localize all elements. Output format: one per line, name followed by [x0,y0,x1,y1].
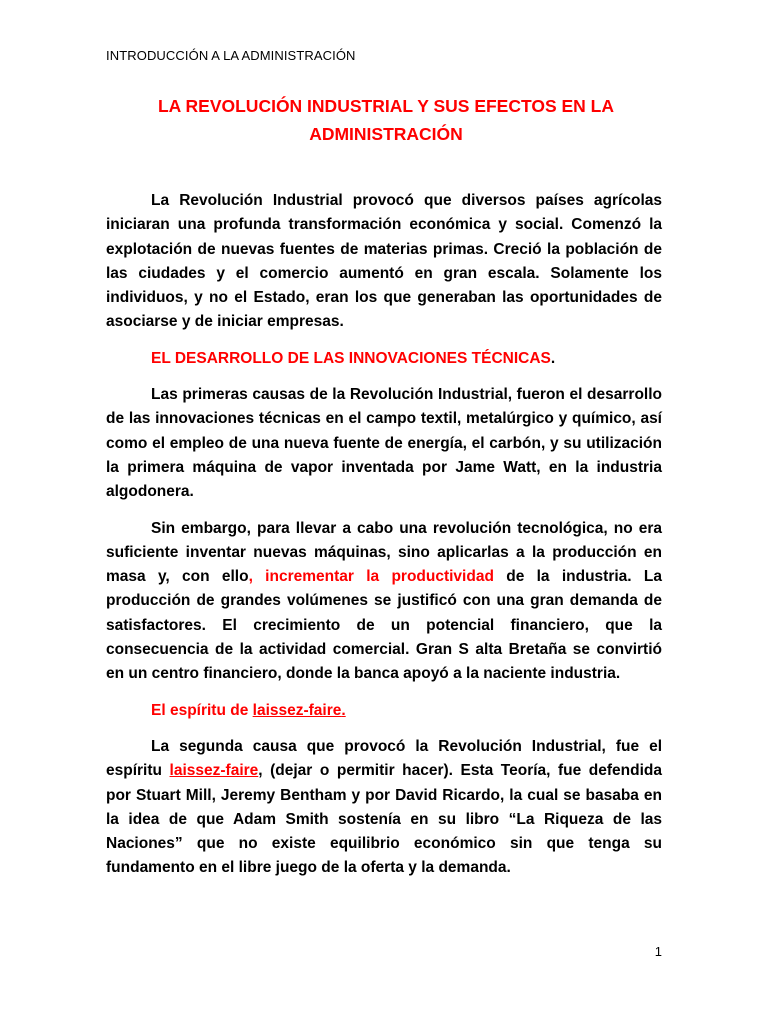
paragraph-3 [106,517,662,687]
document-title [106,92,666,148]
section-heading-innovaciones [106,347,662,371]
document-body [106,189,662,893]
section-heading-laissez-faire [106,699,662,723]
term-laissez-faire-link[interactable]: laissez-faire [169,762,259,780]
paragraph-1: La Revolución Industrial provocó que diversos países agrícolas iniciaran una profunda transformación económica y social. Comenzó la explotación de nuevas fuentes de materias primas. Creció la población de las ciudades y el comercio aumentó en gran escala. Solamente los individuos, y no el Estado, eran los que generaban las oportunidades de asociarse y de iniciar empresas. [106,192,662,331]
title-line-2: ADMINISTRACIÓN [309,124,463,144]
paragraph-4 [106,735,662,881]
paragraph-3-before: Sin embargo, para llevar a cabo una revolución tecnológica, no era suficiente inventar nuevas máquinas, sino aplicarlas a la producción en masa y, con ello [106,519,662,586]
heading-punct: . [341,701,346,719]
paragraph-4-before: La segunda causa que provocó la Revolución Industrial, fue el espíritu [106,737,662,780]
paragraph-4-after: , (dejar o permitir hacer). Esta Teoría, fue defendida por Stuart Mill, Jeremy Bentham y por David Ricardo, la cual se basaba en la idea de que Adam Smith sostenía en su libro “La Riqueza de las Naciones” que no existe equilibrio económico sin que tenga su fundamento en el libre juego de la oferta y la demanda. [106,762,662,877]
highlight-productividad: , incrementar la productividad [248,568,494,586]
heading-term-link[interactable]: laissez-faire [252,701,342,719]
heading-punct: . [550,349,556,367]
heading-text: EL DESARROLLO DE LAS INNOVACIONES TÉCNICAS [151,349,551,367]
paragraph-3-after: de la industria. La producción de grandes volúmenes se justificó con una gran demanda de satisfactores. El crecimiento de un potencial financiero, que la consecuencia de la actividad comercial. Gran S alta Bretaña se convirtió en un centro financiero, donde la banca apoyó a la naciente industria. [106,568,662,683]
heading-prefix: El espíritu de [151,701,253,719]
page-number: 1 [654,944,662,959]
paragraph-2: Las primeras causas de la Revolución Industrial, fueron el desarrollo de las innovaciones técnicas en el campo textil, metalúrgico y químico, así como el empleo de una nueva fuente de energía, el carbón, y su utilización la primera máquina de vapor inventada por Jame Watt, en la industria algodonera. [106,386,662,501]
title-line-1: LA REVOLUCIÓN INDUSTRIAL Y SUS EFECTOS EN LA [157,96,615,116]
running-header: INTRODUCCIÓN A LA ADMINISTRACIÓN [106,48,356,63]
